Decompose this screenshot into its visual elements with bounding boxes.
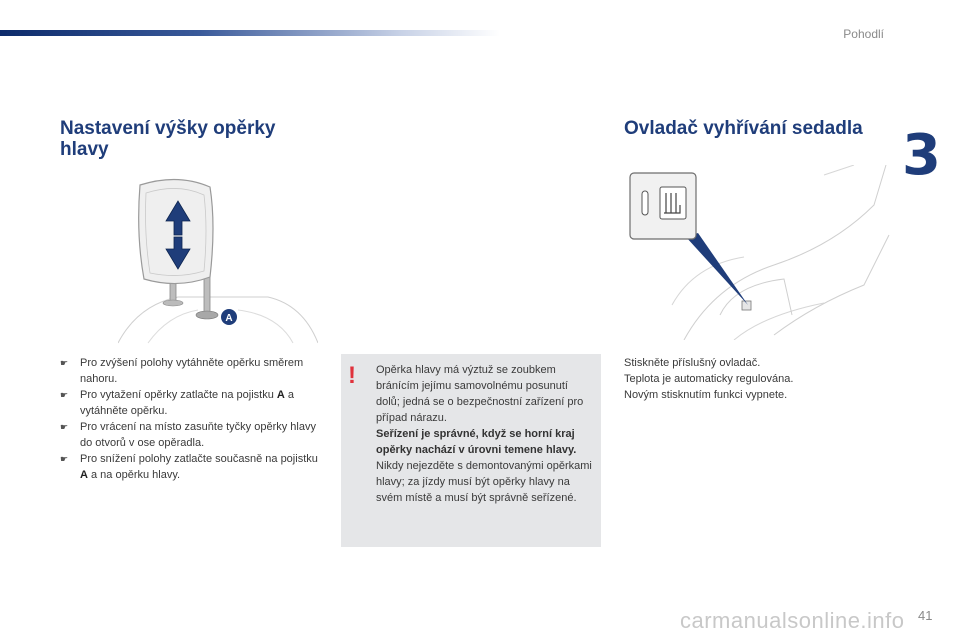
list-item: ☛ Pro vrácení na místo zasuňte tyčky opěrky hlavy do otvorů v ose opěradla.: [60, 421, 316, 449]
page-number: 41: [918, 608, 933, 623]
section-label: Pohodlí: [843, 27, 884, 41]
headrest-title: Nastavení výšky opěrky hlavy: [60, 118, 276, 160]
pointer-bullet-icon: ☛: [60, 422, 69, 432]
seat-heating-instructions: [624, 355, 864, 403]
figure-callout-a: A: [225, 313, 233, 324]
seat-heating-title: Ovladač vyhřívání sedadla: [624, 118, 863, 139]
warning-paragraph-1: Opěrka hlavy má výztuž se zoubkem bránícím jejímu samovolnému posunutí dolů; jedná se o bezpečnostní zařízení pro případ nárazu.: [376, 364, 584, 424]
list-item: ☛ Pro vytažení opěrky zatlačte na pojistku A a vytáhněte opěrku.: [60, 389, 295, 417]
warning-paragraph-2: Seřízení je správné, když se horní kraj opěrky nachází v úrovni temene hlavy.: [376, 428, 577, 456]
instruction-line: Teplota je automaticky regulována.: [624, 373, 794, 385]
seat-heater-icon: [660, 187, 686, 219]
warning-exclamation-icon: !: [348, 362, 356, 389]
list-item: ☛ Pro zvýšení polohy vytáhněte opěrku směrem nahoru.: [60, 357, 304, 385]
instruction-line: Stiskněte příslušný ovladač.: [624, 357, 761, 369]
header-gradient-bar: [0, 30, 500, 36]
pointer-bullet-icon: ☛: [60, 390, 69, 400]
pointer-bullet-icon: ☛: [60, 358, 69, 368]
watermark: carmanualsonline.info: [680, 608, 905, 633]
headrest-illustration: [118, 165, 318, 345]
warning-paragraph-3: Nikdy nejezděte s demontovanými opěrkami hlavy; za jízdy musí být opěrky hlavy na svém místě a musí být správně seřízené.: [376, 460, 592, 504]
pointer-bullet-icon: ☛: [60, 454, 69, 464]
chapter-number: 3: [902, 123, 941, 188]
seat-heating-illustration: [624, 165, 894, 340]
list-item: ☛ Pro snížení polohy zatlačte současně na pojistku A a na opěrku hlavy.: [60, 453, 318, 481]
headrest-steps-list: [60, 355, 322, 483]
warning-text: [376, 362, 594, 506]
instruction-line: Novým stisknutím funkci vypnete.: [624, 389, 788, 401]
